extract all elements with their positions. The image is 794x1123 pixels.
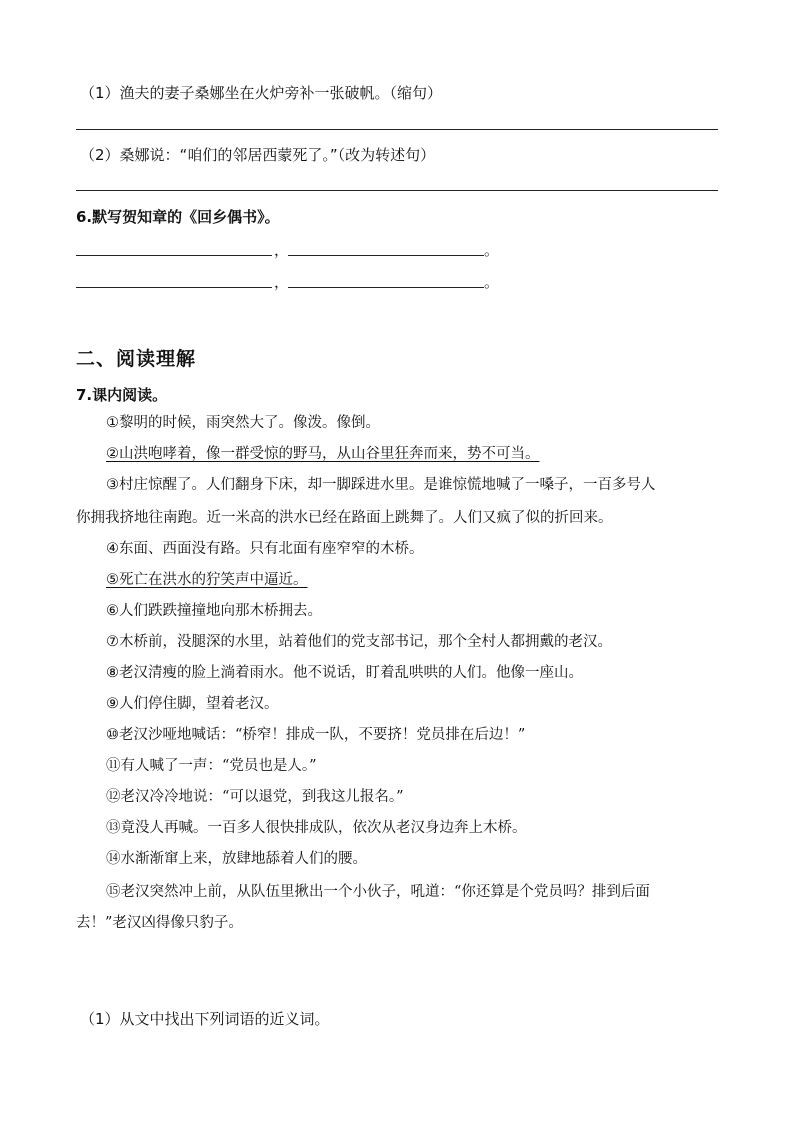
passage-paragraph-13: ⑬竟没人再喊。一百多人很快排成队，依次从老汉身边奔上木桥。: [106, 820, 527, 836]
poem-blank-row-2: [76, 268, 500, 291]
answer-line-2[interactable]: [76, 190, 718, 191]
poem-blank-1[interactable]: [76, 255, 272, 256]
passage-paragraph-2: ②山洪咆哮着，像一群受惊的野马，从山谷里狂奔而来，势不可当。: [106, 446, 540, 462]
passage-paragraph-15-line-1: ⑮老汉突然冲上前，从队伍里揪出一个小伙子，吼道：“你还算是个党员吗？排到后面: [106, 884, 650, 900]
q6-title: 6.默写贺知章的《回乡偶书》。: [76, 208, 280, 226]
passage-paragraph-7: ⑦木桥前，没腿深的水里，站着他们的党支部书记，那个全村人都拥戴的老汉。: [106, 634, 612, 650]
q5-item-1: （1）渔夫的妻子桑娜坐在火炉旁补一张破帆。（缩句）: [80, 84, 443, 102]
comma: ，: [274, 241, 290, 259]
section-title: 二、阅读理解: [76, 348, 197, 370]
passage-paragraph-11: ⑪有人喊了一声：“党员也是人。”: [106, 758, 317, 774]
passage-paragraph-9: ⑨人们停住脚，望着老汉。: [106, 696, 279, 712]
q7-sub-question-1: （1）从文中找出下列词语的近义词。: [80, 1010, 330, 1028]
passage-paragraph-14: ⑭水渐渐窜上来，放肆地舔着人们的腰。: [106, 851, 367, 867]
passage-paragraph-6: ⑥人们跌跌撞撞地向那木桥拥去。: [106, 603, 322, 619]
passage-paragraph-15-line-2: 去！”老汉凶得像只豹子。: [76, 915, 243, 931]
passage-paragraph-5: ⑤死亡在洪水的狞笑声中逼近。: [106, 572, 308, 588]
period: 。: [484, 241, 500, 259]
passage-paragraph-1: ①黎明的时候，雨突然大了。像泼。像倒。: [106, 415, 380, 431]
passage-paragraph-4: ④东面、西面没有路。只有北面有座窄窄的木桥。: [106, 541, 424, 557]
poem-blank-2[interactable]: [288, 255, 484, 256]
comma: ，: [274, 273, 290, 291]
passage-paragraph-12: ⑫老汉冷冷地说：“可以退党，到我这儿报名。”: [106, 789, 404, 805]
passage-paragraph-10: ⑩老汉沙哑地喊话：“桥窄！排成一队，不要挤！党员排在后边！”: [106, 727, 526, 743]
passage-paragraph-3-line-1: ③村庄惊醒了。人们翻身下床，却一脚踩进水里。是谁惊慌地喊了一嗓子，一百多号人: [106, 477, 656, 493]
passage-paragraph-8: ⑧老汉清瘦的脸上淌着雨水。他不说话，盯着乱哄哄的人们。他像一座山。: [106, 665, 583, 681]
period: 。: [484, 273, 500, 291]
passage-paragraph-3-line-2: 你拥我挤地往南跑。近一米高的洪水已经在路面上跳舞了。人们又疯了似的折回来。: [76, 510, 613, 526]
q7-title: 7.课内阅读。: [76, 386, 168, 404]
answer-line-1[interactable]: [76, 129, 718, 130]
q5-item-2: （2）桑娜说：“咱们的邻居西蒙死了。”（改为转述句）: [80, 146, 436, 164]
poem-blank-4[interactable]: [288, 287, 484, 288]
poem-blank-3[interactable]: [76, 287, 272, 288]
poem-blank-row-1: [76, 236, 500, 259]
